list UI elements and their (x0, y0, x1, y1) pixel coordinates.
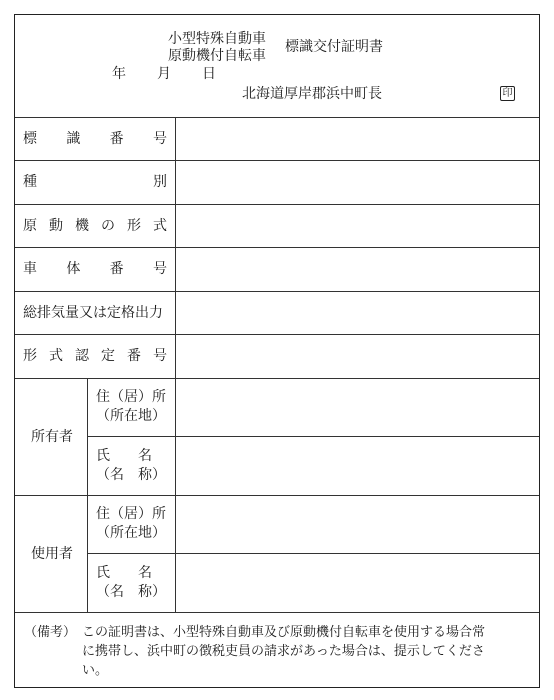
document-title: 標識交付証明書 (285, 39, 383, 55)
user-address-label-line1: 住（居）所 (96, 506, 166, 522)
owner-address-label-line2: （所在地） (96, 408, 166, 424)
remarks-line3: い。 (82, 663, 109, 678)
remarks-prefix: （備考） (24, 625, 77, 640)
owner-address-label-line1: 住（居）所 (96, 389, 166, 405)
divider-remarks (15, 612, 539, 613)
divider-owner-sub (87, 436, 539, 437)
divider-row (15, 160, 539, 161)
field-label-approval-number: 形 式 認 定 番 号 (23, 348, 167, 364)
owner-group-label: 所有者 (31, 429, 73, 445)
owner-name-label-line1: 氏 名 (96, 448, 152, 464)
user-name-label-line1: 氏 名 (96, 565, 152, 581)
issuer-name: 北海道厚岸郡浜中町長 (242, 86, 382, 102)
divider-user-sub (87, 553, 539, 554)
divider-row (15, 495, 539, 496)
remarks-line2: に携帯し、浜中町の徴税吏員の請求があった場合は、提示してくださ (82, 644, 485, 659)
field-label-chassis-number: 車 体 番 号 (23, 261, 167, 277)
divider-label-column (175, 117, 176, 612)
user-name-label-line2: （名 称） (96, 584, 166, 600)
field-label-plate-number: 標 識 番 号 (23, 131, 167, 147)
remarks-line1: この証明書は、小型特殊自動車及び原動機付自転車を使用する場合常 (82, 625, 486, 640)
divider-row (15, 291, 539, 292)
user-group-label: 使用者 (31, 546, 73, 562)
divider-row (15, 204, 539, 205)
seal-mark: 印 (500, 86, 515, 101)
divider-header (15, 117, 539, 118)
field-label-displacement: 総排気量又は定格出力 (23, 305, 163, 321)
field-label-type: 種 別 (23, 174, 167, 190)
vehicle-type-line1: 小型特殊自動車 (168, 31, 266, 47)
vehicle-type-line2: 原動機付自転車 (168, 48, 266, 64)
divider-row (15, 334, 539, 335)
divider-group-column (87, 378, 88, 612)
owner-name-label-line2: （名 称） (96, 467, 166, 483)
user-address-label-line2: （所在地） (96, 525, 166, 541)
divider-row (15, 378, 539, 379)
year-label: 年 (112, 66, 126, 82)
month-label: 月 (157, 66, 171, 82)
divider-row (15, 247, 539, 248)
field-label-engine-model: 原 動 機 の 形 式 (23, 218, 167, 234)
day-label: 日 (202, 66, 216, 82)
